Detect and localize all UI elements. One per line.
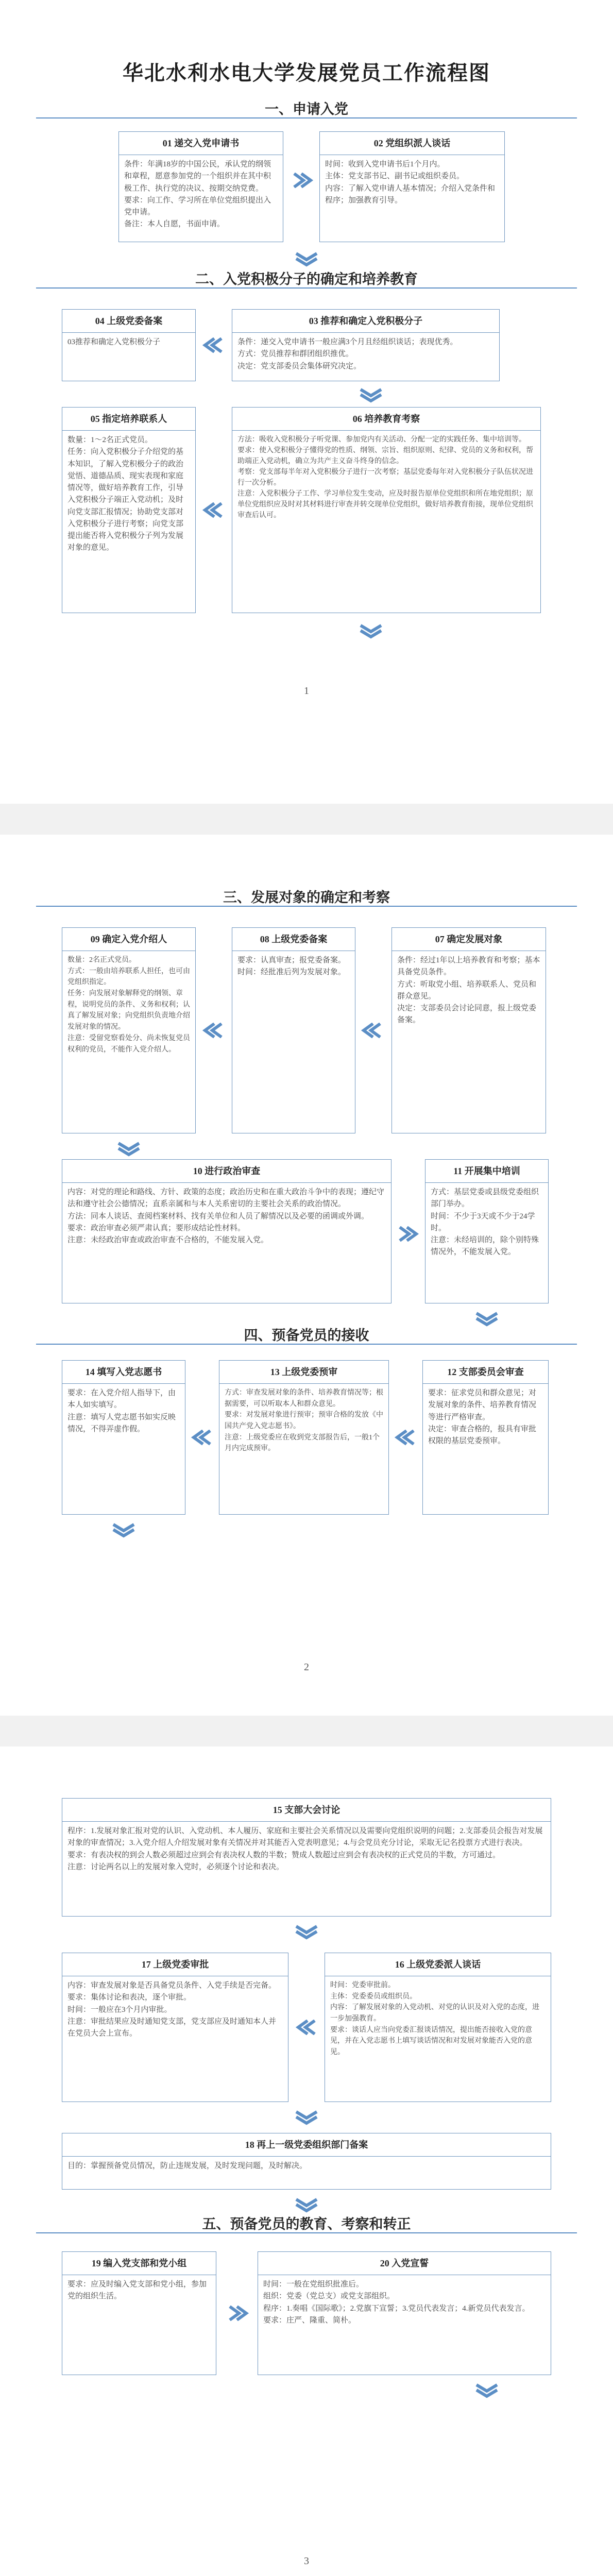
step-title: 04 上级党委备案 bbox=[62, 310, 195, 333]
step-body: 要求：在入党介绍人指导下，由本人如实填写。 注意：填写人党志愿书如实反映情况，不得弄虚作假。 bbox=[67, 1389, 176, 1433]
step-title: 09 确定入党介绍人 bbox=[62, 928, 195, 951]
step-body: 时间：一般在党组织批准后。 组织：党委（党总支）或党支部组织。 程序：1.奏唱《国际歌》；2.党旗下宣誓；3.党员代表发言；4.新党员代表发言。 要求：庄严、隆重、简朴。 bbox=[263, 2280, 530, 2325]
step-title: 12 支部委员会审查 bbox=[423, 1361, 548, 1384]
chevron-down-icon bbox=[295, 2197, 318, 2213]
step-title: 06 培养教育考察 bbox=[232, 408, 540, 431]
step-body: 数量：1～2名正式党员。 任务：向入党积极分子介绍党的基本知识，了解入党积极分子的政治觉悟、道德品质、现实表现和家庭情况等，做好培养教育工作，引导入党积极分子端正入党动机；及时向党支部汇报情况；协助党支部对入党积极分子进行考察；向党支部提出能否将入党积极分子列为发展对象的意见。 bbox=[67, 436, 184, 552]
document-title: 华北水利水电大学发展党员工作流程图 bbox=[123, 61, 490, 84]
step-body: 内容：审查发展对象是否具备党员条件、入党手续是否完备。 要求：集体讨论和表决，逐个审批。 时间：一般应在3个月内审批。 注意：审批结果应及时通知党支部，党支部应及时通知本人并在党员大会上宣布。 bbox=[67, 1981, 277, 2038]
step-16-box bbox=[325, 1953, 551, 2102]
step-20-box bbox=[258, 2251, 551, 2375]
step-body: 程序：1.发展对象汇报对党的认识、入党动机、本人履历、家庭和主要社会关系情况以及需要向党组织说明的问题；2.支部委员会报告对发展对象的审查情况；3.入党介绍人介绍发展对象有关情况并对其能否入党表明意见；4.与会党员充分讨论，采取无记名投票方式进行表决。 要求：有表决权的到会人数必须超过应到会有表决权人数的半数；赞成人数超过应到会有表决权的正式党员的半数，方可通过。 注意：讨论两名以上的发展对象入党时，必须逐个讨论和表决。 bbox=[67, 1827, 543, 1871]
chevron-down-icon bbox=[295, 251, 318, 267]
chevron-down-icon bbox=[475, 2383, 498, 2398]
step-11-box bbox=[425, 1159, 549, 1303]
chevron-right-icon bbox=[227, 2306, 249, 2321]
step-body: 数量：2名正式党员。 方式：一般由培养联系人担任，也可由党组织指定。 任务：向发展对象解释党的纲领、章程，说明党员的条件、义务和权利；认真了解发展对象；向党组织负责地介绍发展对象的情况。 注意：受留党察看处分、尚未恢复党员权利的党员，不能作入党介绍人。 bbox=[67, 956, 190, 1054]
step-body: 方式：审查发展对象的条件、培养教育情况等；根据需要，可以听取本人和群众意见。 要求：对发展对象进行预审；预审合格的发放《中国共产党入党志愿书》。 注意：上级党委应在收到党支部报告后，一般1个月内完成预审。 bbox=[225, 1389, 383, 1453]
step-title: 17 上级党委审批 bbox=[62, 1953, 288, 1976]
step-09-box bbox=[62, 927, 196, 1133]
step-title: 01 递交入党申请书 bbox=[119, 132, 283, 155]
step-title: 13 上级党委预审 bbox=[219, 1361, 388, 1384]
chevron-down-icon bbox=[360, 387, 382, 403]
chevron-right-icon bbox=[397, 1226, 419, 1242]
step-body: 要求：征求党员和群众意见；对发展对象的条件、培养教育情况等进行严格审查。 决定：审查合格的，报具有审批权限的基层党委预审。 bbox=[428, 1389, 537, 1445]
step-title: 02 党组织派人谈话 bbox=[320, 132, 504, 155]
step-05-box bbox=[62, 407, 196, 613]
step-title: 07 确定发展对象 bbox=[392, 928, 546, 951]
page-divider bbox=[0, 804, 613, 835]
step-title: 10 进行政治审查 bbox=[62, 1160, 391, 1183]
page-number: 3 bbox=[304, 2555, 309, 2567]
step-02-box bbox=[319, 131, 505, 242]
step-title: 03 推荐和确定入党积极分子 bbox=[232, 310, 499, 333]
chevron-left-icon bbox=[202, 1023, 225, 1038]
step-body: 方法：吸收入党积极分子听党课、参加党内有关活动、分配一定的实践任务、集中培训等。 要求：使入党积极分子懂得党的性质、纲领、宗旨、组织原则、纪律、党员的义务和权利，帮助端正入党动机，确立为共产主义奋斗终身的信念。 考察：党支部每半年对入党积极分子进行一次考察；基层党委每年对入党积极分子队伍状况进行一次分析。 注意：入党积极分子工作、学习单位发生变动，应及时报告原单位党组织和所在地党组织；原单位党组织应及时对其材料进行审查并转交现单位党组织，做好培养教育衔接，现单位党组织审查后认可。 bbox=[237, 436, 533, 519]
chevron-left-icon bbox=[361, 1023, 383, 1038]
step-title: 11 开展集中培训 bbox=[425, 1160, 548, 1183]
step-title: 08 上级党委备案 bbox=[232, 928, 355, 951]
page-divider bbox=[0, 1716, 613, 1747]
step-06-box bbox=[232, 407, 541, 613]
step-14-box bbox=[62, 1360, 185, 1515]
step-title: 05 指定培养联系人 bbox=[62, 408, 195, 431]
section-title: 四、预备党员的接收 bbox=[244, 1328, 369, 1343]
step-body: 目的：掌握预备党员情况，防止违规发展，及时发现问题，及时解决。 bbox=[67, 2162, 308, 2170]
page-number: 2 bbox=[304, 1662, 309, 1673]
step-12-box bbox=[422, 1360, 549, 1515]
section-heading-2 bbox=[0, 268, 613, 289]
step-title: 14 填写入党志愿书 bbox=[62, 1361, 185, 1384]
step-15-box bbox=[62, 1798, 551, 1917]
step-title: 15 支部大会讨论 bbox=[62, 1799, 551, 1822]
chevron-down-icon bbox=[112, 1522, 135, 1538]
step-title: 18 再上一级党委组织部门备案 bbox=[62, 2133, 551, 2157]
step-17-box bbox=[62, 1953, 288, 2102]
chevron-down-icon bbox=[360, 623, 382, 639]
step-10-box bbox=[62, 1159, 391, 1303]
step-04-box bbox=[62, 309, 196, 381]
chevron-left-icon bbox=[295, 2020, 318, 2035]
section-heading-3 bbox=[0, 886, 613, 907]
section-title: 一、申请入党 bbox=[265, 101, 348, 117]
section-heading-4 bbox=[0, 1324, 613, 1345]
step-08-box bbox=[232, 927, 355, 1133]
step-body: 方式：基层党委或县级党委组织部门举办。 时间：不少于3天或不少于24学时。 注意：未经培训的，除个别特殊情况外，不能发展入党。 bbox=[431, 1188, 539, 1257]
step-body: 条件：递交入党申请书一般应满3个月且经组织谈话；表现优秀。 方式：党员推荐和群团组织推优。 决定：党支部委员会集体研究决定。 bbox=[237, 338, 458, 370]
section-title: 三、发展对象的确定和考察 bbox=[223, 890, 390, 905]
section-title: 五、预备党员的教育、考察和转正 bbox=[202, 2216, 411, 2232]
step-03-box bbox=[232, 309, 500, 381]
step-01-box bbox=[118, 131, 283, 242]
step-19-box bbox=[62, 2251, 216, 2375]
step-13-box bbox=[219, 1360, 389, 1515]
step-body: 内容：对党的理论和路线、方针、政策的态度；政治历史和在重大政治斗争中的表现；遵纪守法和遵守社会公德情况；直系亲属和与本人关系密切的主要社会关系的政治情况。 方法：同本人谈话、查阅档案材料、找有关单位和人员了解情况以及必要的函调或外调。 要求：政治审查必须严肃认真；要形成结论性材料。 注意：未经政治审查或政治审查不合格的，不能发展入党。 bbox=[67, 1188, 385, 1244]
step-body: 要求：认真审查；报党委备案。 时间：经批准后列为发展对象。 bbox=[237, 956, 346, 977]
step-body: 03推荐和确定入党积极分子 bbox=[67, 338, 161, 346]
section-title: 二、入党积极分子的确定和培养教育 bbox=[195, 272, 418, 287]
chevron-left-icon bbox=[394, 1430, 417, 1445]
step-body: 时间：党委审批前。 主体：党委委员或组织员。 内容：了解发展对象的入党动机、对党的认识及对入党的态度，进一步加强教育。 要求：谈话人应当向党委汇报谈话情况，提出能否接收入党的意见，并在入党志愿书上填写谈话情况和对发展对象能否入党的意见。 bbox=[330, 1981, 539, 2057]
step-title: 19 编入党支部和党小组 bbox=[62, 2252, 216, 2275]
chevron-down-icon bbox=[295, 1924, 318, 1940]
step-title: 20 入党宣誓 bbox=[258, 2252, 551, 2275]
section-heading-1 bbox=[0, 98, 613, 118]
step-body: 条件：经过1年以上培养教育和考察；基本具备党员条件。 方式：听取党小组、培养联系人、党员和群众意见。 决定：支部委员会讨论同意，报上级党委备案。 bbox=[397, 956, 540, 1025]
step-07-box bbox=[391, 927, 546, 1133]
chevron-down-icon bbox=[117, 1141, 140, 1157]
step-18-box bbox=[62, 2133, 551, 2190]
step-body: 要求：应及时编入党支部和党小组，参加党的组织生活。 bbox=[67, 2280, 207, 2301]
step-title: 16 上级党委派人谈话 bbox=[325, 1953, 551, 1976]
step-body: 时间：收到入党申请书后1个月内。 主体：党支部书记、副书记或组织委员。 内容：了解入党申请人基本情况；介绍入党条件和程序；加强教育引导。 bbox=[325, 160, 496, 205]
chevron-down-icon bbox=[295, 2110, 318, 2125]
section-heading-5 bbox=[0, 2213, 613, 2233]
page-number: 1 bbox=[304, 685, 309, 697]
step-body: 条件：年满18岁的中国公民，承认党的纲领和章程，愿意参加党的一个组织并在其中积极工作、执行党的决议、按期交纳党费。 要求：向工作、学习所在单位党组织提出入党申请。 备注：本人自愿，书面申请。 bbox=[124, 160, 271, 229]
chevron-left-icon bbox=[202, 337, 225, 353]
chevron-left-icon bbox=[202, 502, 225, 518]
chevron-left-icon bbox=[191, 1430, 213, 1445]
chevron-right-icon bbox=[291, 173, 314, 188]
